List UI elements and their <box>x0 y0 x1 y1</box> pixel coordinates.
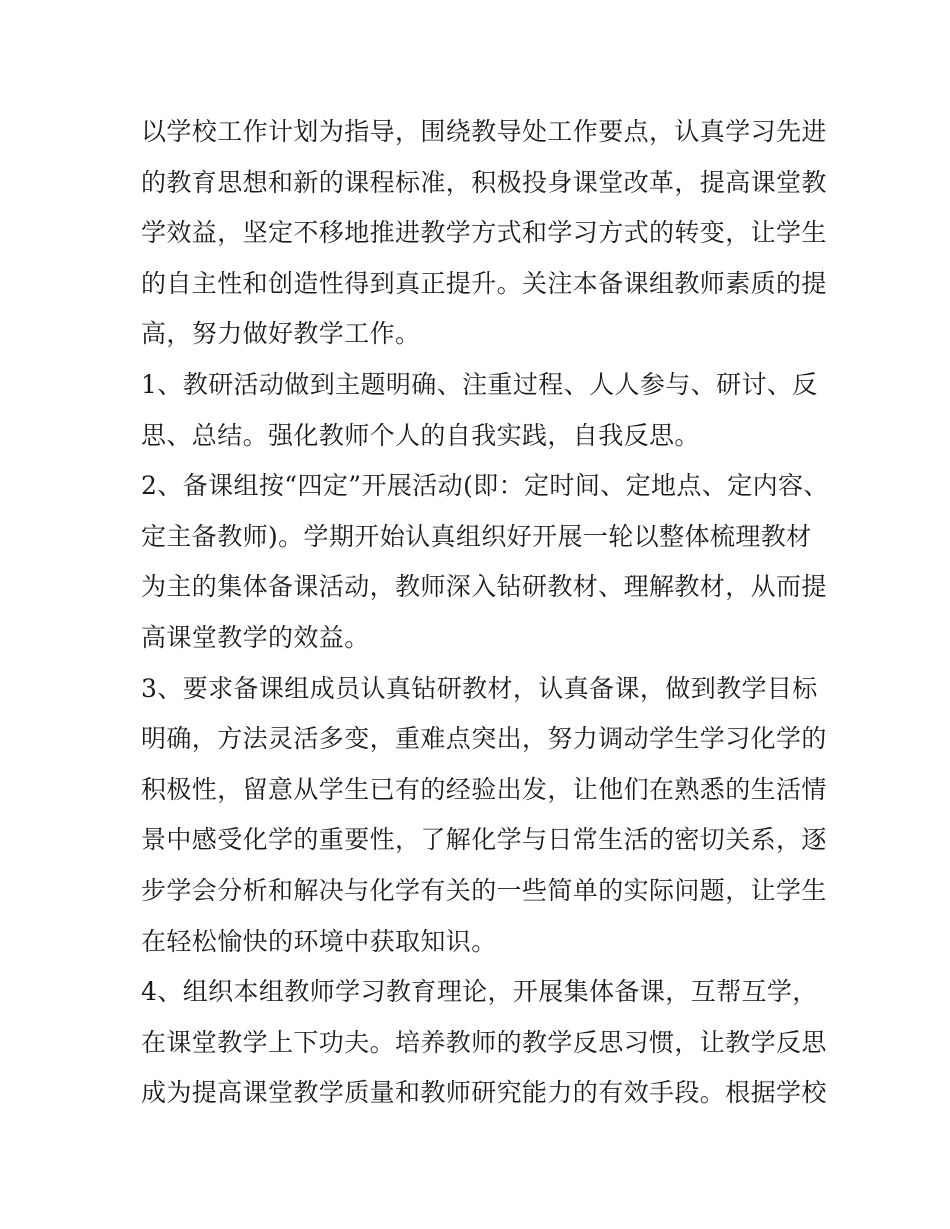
text-line: 思、总结。强化教师个人的自我实践，自我反思。 <box>141 420 700 450</box>
text-line: 景中感受化学的重要性，了解化学与日常生活的密切关系，逐 <box>141 825 827 855</box>
text-line: 成为提高课堂教学质量和教师研究能力的有效手段。根据学校 <box>141 1078 827 1108</box>
document-body <box>141 107 829 1119</box>
text-line: 4、组织本组教师学习教育理论，开展集体备课，互帮互学， <box>141 977 818 1007</box>
text-line: 高课堂教学的效益。 <box>141 622 370 652</box>
text-line: 高，努力做好教学工作。 <box>141 319 421 349</box>
text-line: 在轻松愉快的环境中获取知识。 <box>141 926 497 956</box>
text-line: 1、教研活动做到主题明确、注重过程、人人参与、研讨、反 <box>141 369 818 399</box>
text-line: 明确，方法灵活多变，重难点突出，努力调动学生学习化学的 <box>141 724 827 754</box>
text-line: 积极性，留意从学生已有的经验出发，让他们在熟悉的生活情 <box>141 774 827 804</box>
text-line: 定主备教师)。学期开始认真组织好开展一轮以整体梳理教材 <box>141 521 812 551</box>
text-line: 2、备课组按“四定”开展活动(即：定时间、定地点、定内容、 <box>141 471 829 501</box>
text-line: 为主的集体备课活动，教师深入钻研教材、理解教材，从而提 <box>141 572 827 602</box>
text-line: 的教育思想和新的课程标准，积极投身课堂改革，提高课堂教 <box>141 167 827 197</box>
text-line: 在课堂教学上下功夫。培养教师的教学反思习惯，让教学反思 <box>141 1027 827 1057</box>
text-line: 学效益，坚定不移地推进教学方式和学习方式的转变，让学生 <box>141 218 827 248</box>
text-line: 3、要求备课组成员认真钻研教材，认真备课，做到教学目标 <box>141 673 818 703</box>
text-line: 的自主性和创造性得到真正提升。关注本备课组教师素质的提 <box>141 268 827 298</box>
text-line: 以学校工作计划为指导，围绕教导处工作要点，认真学习先进 <box>141 117 827 146</box>
text-line: 步学会分析和解决与化学有关的一些简单的实际问题，让学生 <box>141 875 827 905</box>
